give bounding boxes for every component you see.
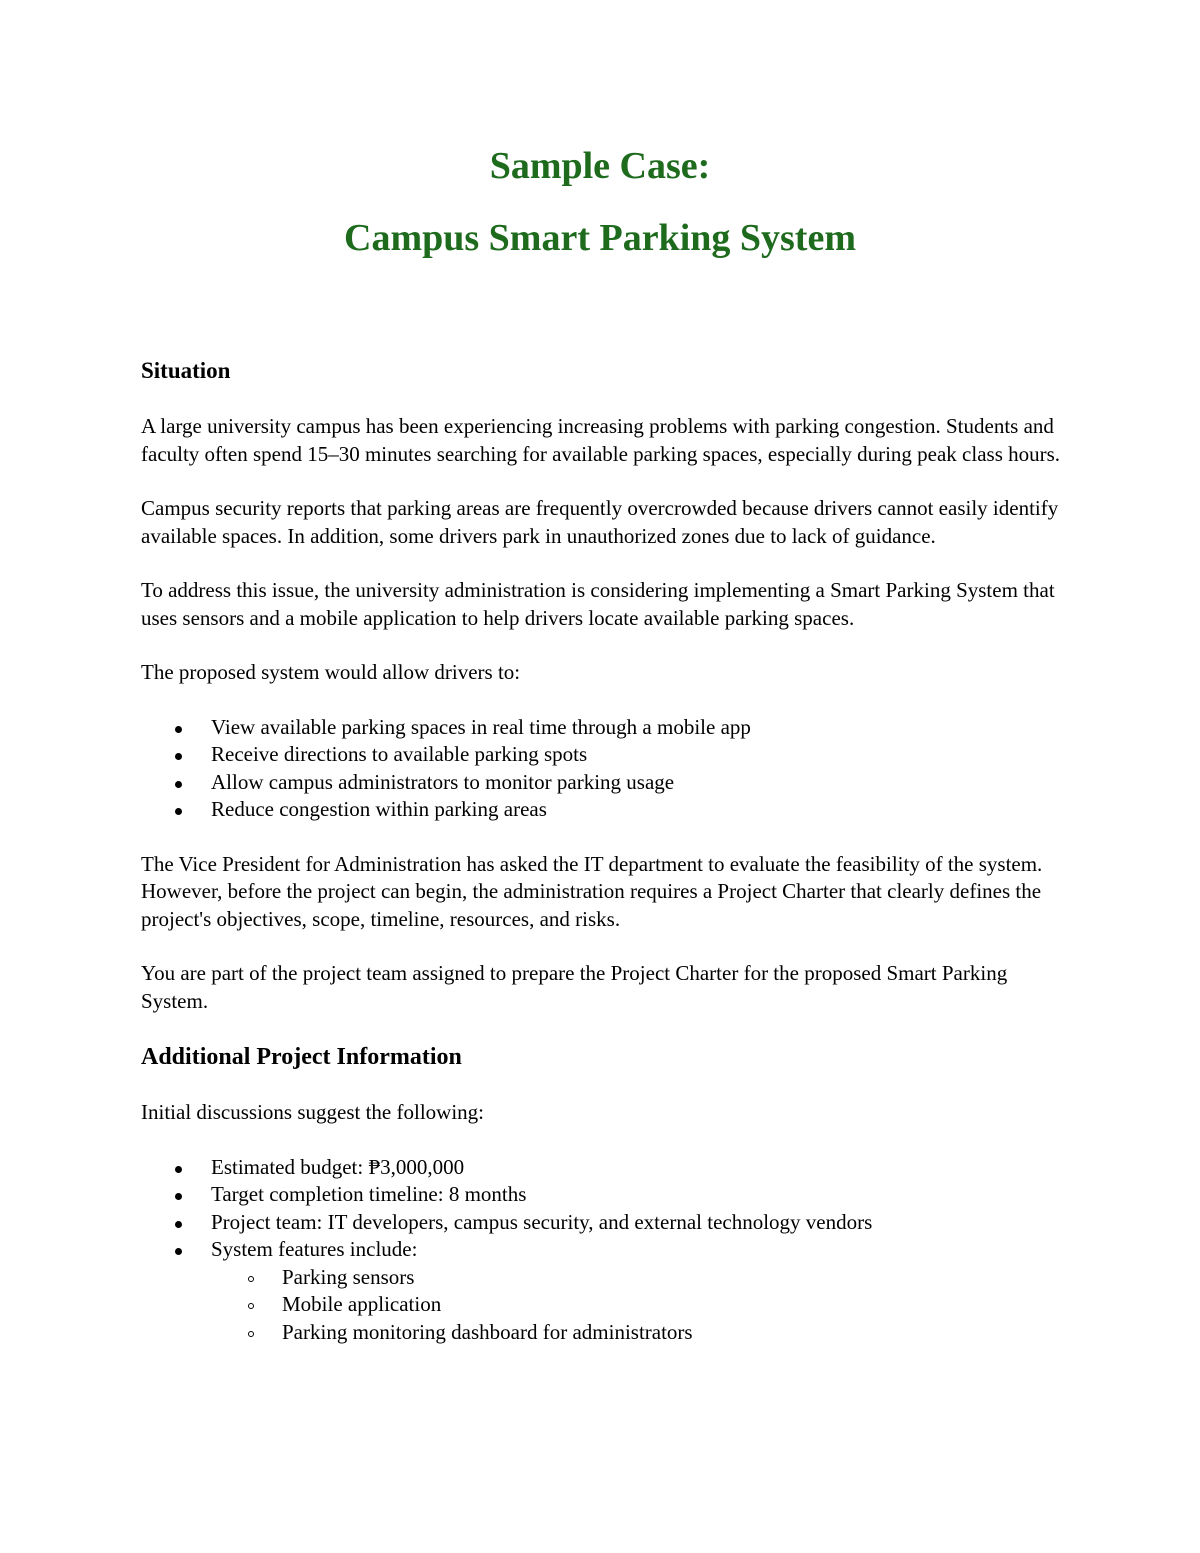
sub-bullet-icon bbox=[248, 1276, 254, 1282]
list-item bbox=[141, 1181, 1071, 1209]
drivers-feature-list bbox=[141, 714, 1071, 824]
list-item-text: Project team: IT developers, campus security, and external technology vendors bbox=[211, 1209, 873, 1234]
list-item bbox=[141, 1154, 1071, 1182]
list-item bbox=[141, 1236, 1071, 1264]
list-item-text: View available parking spaces in real time through a mobile app bbox=[211, 714, 751, 739]
sub-bullet-icon bbox=[248, 1331, 254, 1337]
list-item bbox=[141, 741, 1071, 769]
additional-intro: Initial discussions suggest the following: bbox=[141, 1100, 484, 1124]
list-item bbox=[141, 1209, 1071, 1237]
situation-paragraph-5: The Vice President for Administration has asked the IT department to evaluate the feasibility of the system. However, before the project can begin, the administration requires a Project Charter that clearly defines the project's objectives, scope, timeline, resources, and risks. bbox=[141, 851, 1043, 931]
list-item bbox=[141, 769, 1071, 797]
system-features-sublist bbox=[141, 1264, 1071, 1347]
list-item bbox=[141, 1291, 1071, 1319]
situation-paragraph-1: A large university campus has been experiencing increasing problems with parking congestion. Students and faculty often spend 15–30 minutes searching for available parking spaces, especially during peak class hours. bbox=[141, 414, 1061, 466]
bullet-icon bbox=[175, 726, 182, 733]
list-item-text: System features include: bbox=[211, 1237, 418, 1261]
document-title-line-1: Sample Case: bbox=[489, 145, 711, 187]
bullet-icon bbox=[175, 808, 182, 815]
section-heading-situation: Situation bbox=[141, 358, 231, 383]
section-heading-additional-info: Additional Project Information bbox=[141, 1044, 462, 1070]
bullet-icon bbox=[175, 781, 182, 788]
bullet-icon bbox=[175, 1193, 182, 1200]
document-body bbox=[141, 356, 1071, 1346]
list-item-text: Parking monitoring dashboard for administrators bbox=[282, 1319, 693, 1344]
list-item bbox=[141, 796, 1071, 824]
list-item-text: Receive directions to available parking spots bbox=[211, 742, 588, 766]
list-item bbox=[141, 1264, 1071, 1292]
sub-bullet-icon bbox=[248, 1303, 254, 1309]
situation-paragraph-3: To address this issue, the university administration is considering implementing a Smart Parking System that uses sensors and a mobile application to help drivers locate available parking spaces. bbox=[141, 578, 1055, 630]
list-item-text: Mobile application bbox=[282, 1292, 442, 1316]
bullet-icon bbox=[175, 1166, 182, 1173]
list-item-text: Reduce congestion within parking areas bbox=[211, 797, 547, 821]
list-item-text: Allow campus administrators to monitor parking usage bbox=[211, 769, 675, 794]
list-item-text: Parking sensors bbox=[282, 1264, 415, 1289]
bullet-icon bbox=[175, 753, 182, 760]
list-item bbox=[141, 1319, 1071, 1347]
situation-paragraph-2: Campus security reports that parking areas are frequently overcrowded because drivers cannot easily identify available spaces. In addition, some drivers park in unauthorized zones due to lack of guidance. bbox=[141, 496, 1059, 548]
document-title-line-2: Campus Smart Parking System bbox=[344, 217, 856, 259]
situation-paragraph-4: The proposed system would allow drivers to: bbox=[141, 660, 521, 684]
list-item-text: Estimated budget: ₱3,000,000 bbox=[211, 1154, 465, 1179]
list-item-text: Target completion timeline: 8 months bbox=[211, 1182, 527, 1206]
situation-paragraph-6: You are part of the project team assigned to prepare the Project Charter for the proposed Smart Parking System. bbox=[141, 961, 1008, 1013]
list-item bbox=[141, 714, 1071, 742]
bullet-icon bbox=[175, 1221, 182, 1228]
project-info-list bbox=[141, 1154, 1071, 1264]
bullet-icon bbox=[175, 1248, 182, 1255]
